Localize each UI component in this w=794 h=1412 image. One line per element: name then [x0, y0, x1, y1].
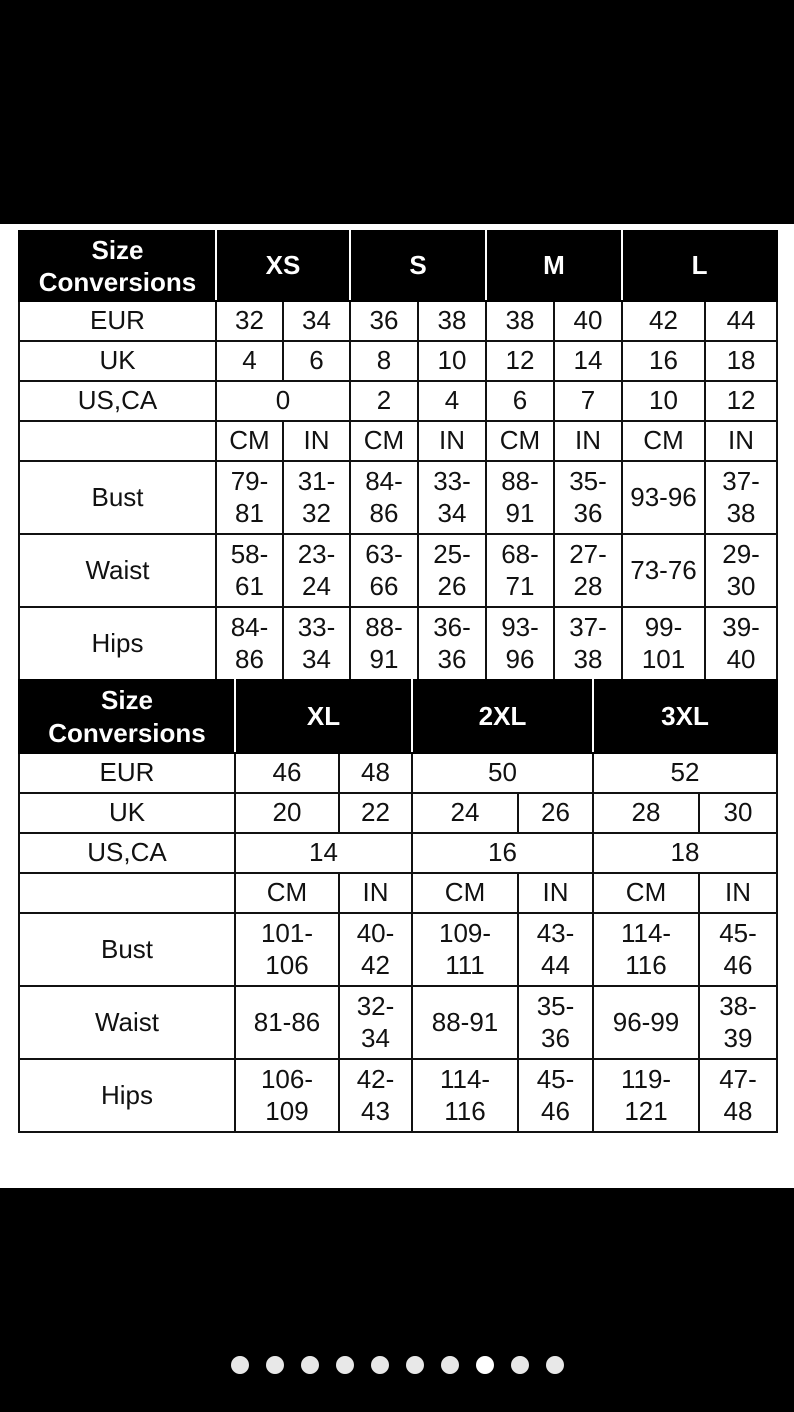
- units-row: [19, 873, 777, 913]
- table-cell: 45- 46: [699, 913, 777, 986]
- eur-row: [19, 753, 777, 793]
- table-cell: 36- 36: [418, 607, 486, 680]
- table-cell: 23- 24: [283, 534, 350, 607]
- table-cell: IN: [705, 421, 777, 461]
- table-cell: 88-91: [412, 986, 518, 1059]
- table-cell: IN: [554, 421, 622, 461]
- size-chart-image: [0, 224, 794, 1188]
- carousel-dot[interactable]: [511, 1356, 529, 1374]
- size-l-header: L: [622, 231, 777, 301]
- table-cell: 38: [486, 301, 554, 341]
- table-cell: IN: [339, 873, 412, 913]
- row-label: Waist: [19, 986, 235, 1059]
- table-cell: 20: [235, 793, 339, 833]
- row-label: [19, 873, 235, 913]
- table-cell: 12: [486, 341, 554, 381]
- table-cell: 44: [705, 301, 777, 341]
- table-cell: 14: [554, 341, 622, 381]
- table-cell: 28: [593, 793, 699, 833]
- table-cell: 22: [339, 793, 412, 833]
- table-cell: 58- 61: [216, 534, 283, 607]
- table-cell: 106- 109: [235, 1059, 339, 1132]
- row-label: UK: [19, 341, 216, 381]
- table-cell: 109- 111: [412, 913, 518, 986]
- table-cell: 38: [418, 301, 486, 341]
- table-cell: 18: [705, 341, 777, 381]
- table-cell: 0: [216, 381, 350, 421]
- table-cell: 40: [554, 301, 622, 341]
- table-cell: 6: [486, 381, 554, 421]
- table-cell: 26: [518, 793, 593, 833]
- table-cell: 33- 34: [283, 607, 350, 680]
- table-cell: 73-76: [622, 534, 705, 607]
- uk-row: [19, 341, 777, 381]
- row-label: EUR: [19, 301, 216, 341]
- table-cell: CM: [486, 421, 554, 461]
- table-cell: 46: [235, 753, 339, 793]
- uk-row: [19, 793, 777, 833]
- table-cell: 30: [699, 793, 777, 833]
- hips-row: [19, 1059, 777, 1132]
- carousel-dot[interactable]: [441, 1356, 459, 1374]
- size-conversion-table-2: [18, 679, 778, 1133]
- header-label: Size Conversions: [19, 231, 216, 301]
- table-cell: 93- 96: [486, 607, 554, 680]
- row-label: UK: [19, 793, 235, 833]
- table-cell: 38- 39: [699, 986, 777, 1059]
- carousel-dot-active[interactable]: [476, 1356, 494, 1374]
- size-conversion-table-1: [18, 230, 778, 681]
- table-cell: 16: [412, 833, 593, 873]
- table-cell: 47- 48: [699, 1059, 777, 1132]
- table-cell: 84- 86: [216, 607, 283, 680]
- table-cell: 24: [412, 793, 518, 833]
- table-cell: IN: [699, 873, 777, 913]
- table-cell: 84- 86: [350, 461, 418, 534]
- row-label: Waist: [19, 534, 216, 607]
- bust-row: [19, 913, 777, 986]
- table-cell: 101- 106: [235, 913, 339, 986]
- bust-row: [19, 461, 777, 534]
- table-cell: 35- 36: [554, 461, 622, 534]
- waist-row: [19, 534, 777, 607]
- table-cell: CM: [622, 421, 705, 461]
- carousel-dot[interactable]: [546, 1356, 564, 1374]
- table-cell: 25- 26: [418, 534, 486, 607]
- header-label: Size Conversions: [19, 680, 235, 753]
- size-s-header: S: [350, 231, 486, 301]
- carousel-dot[interactable]: [336, 1356, 354, 1374]
- table-cell: 42- 43: [339, 1059, 412, 1132]
- row-label: Bust: [19, 461, 216, 534]
- table-cell: CM: [216, 421, 283, 461]
- table-header-row: [19, 231, 777, 301]
- hips-row: [19, 607, 777, 680]
- table-cell: 29- 30: [705, 534, 777, 607]
- table-cell: 33- 34: [418, 461, 486, 534]
- row-label: EUR: [19, 753, 235, 793]
- table-cell: 10: [622, 381, 705, 421]
- table-cell: 40- 42: [339, 913, 412, 986]
- table-cell: 45- 46: [518, 1059, 593, 1132]
- size-m-header: M: [486, 231, 622, 301]
- table-cell: 48: [339, 753, 412, 793]
- eur-row: [19, 301, 777, 341]
- carousel-dot[interactable]: [231, 1356, 249, 1374]
- carousel-dot[interactable]: [266, 1356, 284, 1374]
- table-cell: 37- 38: [554, 607, 622, 680]
- table-cell: 34: [283, 301, 350, 341]
- row-label: Bust: [19, 913, 235, 986]
- table-cell: 31- 32: [283, 461, 350, 534]
- table-cell: 12: [705, 381, 777, 421]
- us-ca-row: [19, 381, 777, 421]
- table-cell: 18: [593, 833, 777, 873]
- size-3xl-header: 3XL: [593, 680, 777, 753]
- table-cell: 16: [622, 341, 705, 381]
- carousel-page-indicator[interactable]: [0, 1356, 794, 1374]
- us-ca-row: [19, 833, 777, 873]
- table-cell: 27- 28: [554, 534, 622, 607]
- table-cell: 37- 38: [705, 461, 777, 534]
- table-cell: IN: [283, 421, 350, 461]
- table-cell: 79- 81: [216, 461, 283, 534]
- carousel-dot[interactable]: [406, 1356, 424, 1374]
- table-cell: 6: [283, 341, 350, 381]
- table-cell: 96-99: [593, 986, 699, 1059]
- table-cell: 43- 44: [518, 913, 593, 986]
- table-cell: 14: [235, 833, 412, 873]
- table-cell: 88- 91: [486, 461, 554, 534]
- table-cell: 35- 36: [518, 986, 593, 1059]
- row-label: [19, 421, 216, 461]
- table-cell: 50: [412, 753, 593, 793]
- table-cell: 2: [350, 381, 418, 421]
- row-label: Hips: [19, 1059, 235, 1132]
- table-cell: IN: [418, 421, 486, 461]
- table-header-row: [19, 680, 777, 753]
- table-cell: 114- 116: [593, 913, 699, 986]
- size-2xl-header: 2XL: [412, 680, 593, 753]
- table-cell: 119- 121: [593, 1059, 699, 1132]
- table-cell: 88- 91: [350, 607, 418, 680]
- table-cell: 7: [554, 381, 622, 421]
- table-cell: 36: [350, 301, 418, 341]
- table-cell: 93-96: [622, 461, 705, 534]
- units-row: [19, 421, 777, 461]
- table-cell: CM: [235, 873, 339, 913]
- row-label: US,CA: [19, 833, 235, 873]
- table-cell: 63- 66: [350, 534, 418, 607]
- table-cell: CM: [412, 873, 518, 913]
- table-cell: 81-86: [235, 986, 339, 1059]
- table-cell: 32- 34: [339, 986, 412, 1059]
- table-cell: 114- 116: [412, 1059, 518, 1132]
- table-cell: 52: [593, 753, 777, 793]
- carousel-dot[interactable]: [371, 1356, 389, 1374]
- carousel-dot[interactable]: [301, 1356, 319, 1374]
- table-cell: 42: [622, 301, 705, 341]
- table-cell: 4: [418, 381, 486, 421]
- waist-row: [19, 986, 777, 1059]
- table-cell: IN: [518, 873, 593, 913]
- size-xs-header: XS: [216, 231, 350, 301]
- table-cell: 10: [418, 341, 486, 381]
- table-cell: CM: [593, 873, 699, 913]
- table-cell: 39- 40: [705, 607, 777, 680]
- row-label: Hips: [19, 607, 216, 680]
- table-cell: 32: [216, 301, 283, 341]
- table-cell: 8: [350, 341, 418, 381]
- table-cell: 4: [216, 341, 283, 381]
- size-xl-header: XL: [235, 680, 412, 753]
- table-cell: 99- 101: [622, 607, 705, 680]
- table-cell: 68- 71: [486, 534, 554, 607]
- row-label: US,CA: [19, 381, 216, 421]
- table-cell: CM: [350, 421, 418, 461]
